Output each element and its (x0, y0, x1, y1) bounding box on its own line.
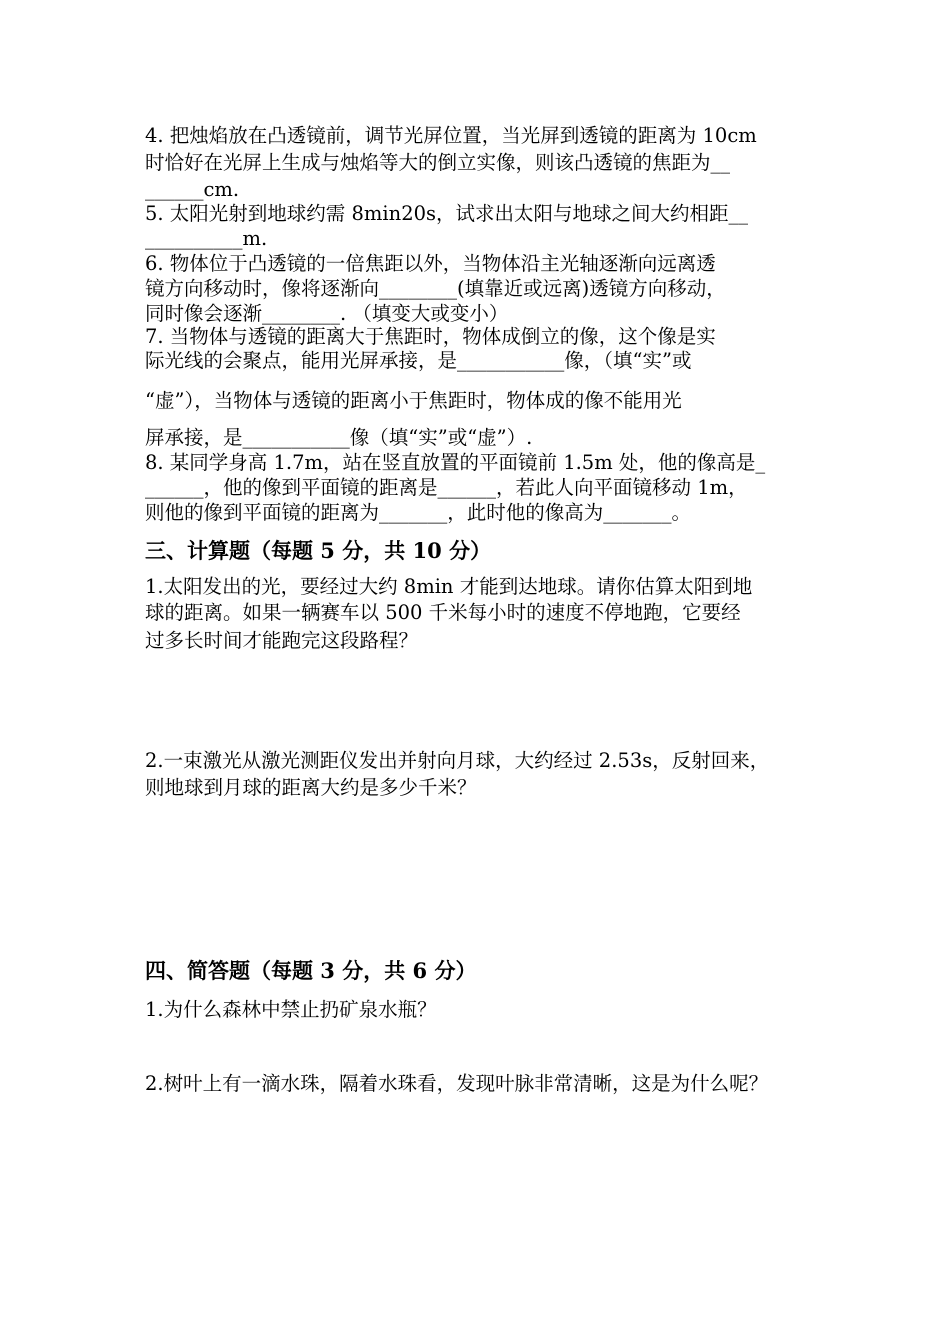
q7-line-3: “虚”），当物体与透镜的距离小于焦距时，物体成的像不能用光 (145, 389, 682, 412)
q5-line-1: 5. 太阳光射到地球约需 8min20s，试求出太阳与地球之间大约相距__ (145, 202, 749, 225)
q6-line-1: 6. 物体位于凸透镜的一倍焦距以外，当物体沿主光轴逐渐向远离透 (145, 252, 716, 275)
section3-heading: 三、计算题（每题 5 分，共 10 分） (145, 538, 492, 563)
q7-line-4: 屏承接，是___________像（填“实”或“虚”）. (145, 426, 533, 449)
q6-line-3: 同时像会逐渐________. （填变大或变小） (145, 302, 509, 325)
q4-line-3: ______cm. (145, 178, 240, 201)
s3-q1-line-2: 球的距离。如果一辆赛车以 500 千米每小时的速度不停地跑，它要经 (145, 601, 741, 624)
q6-line-2: 镜方向移动时，像将逐渐向________(填靠近或远离)透镜方向移动， (145, 277, 726, 300)
q7-line-1: 7. 当物体与透镜的距离大于焦距时，物体成倒立的像，这个像是实 (145, 325, 716, 348)
s4-q1: 1.为什么森林中禁止扔矿泉水瓶？ (145, 998, 437, 1021)
s3-q2-line-2: 则地球到月球的距离大约是多少千米？ (145, 776, 477, 799)
section4-heading: 四、简答题（每题 3 分，共 6 分） (145, 958, 477, 983)
q7-line-2: 际光线的会聚点，能用光屏承接，是___________像，（填“实”或 (145, 349, 692, 372)
q8-line-1: 8. 某同学身高 1.7m，站在竖直放置的平面镜前 1.5m 处，他的像高是_ (145, 451, 766, 474)
s3-q2-line-1: 2.一束激光从激光测距仪发出并射向月球，大约经过 2.53s，反射回来， (145, 749, 770, 772)
q4-line-2: 时恰好在光屏上生成与烛焰等大的倒立实像，则该凸透镜的焦距为__ (145, 151, 731, 174)
q8-line-2: ______，他的像到平面镜的距离是______，若此人向平面镜移动 1m， (145, 476, 748, 499)
s3-q1-line-3: 过多长时间才能跑完这段路程？ (145, 629, 419, 652)
s4-q2: 2.树叶上有一滴水珠，隔着水珠看，发现叶脉非常清晰，这是为什么呢？ (145, 1072, 769, 1095)
q5-line-2: __________m. (145, 227, 268, 250)
q4-line-1: 4. 把烛焰放在凸透镜前，调节光屏位置，当光屏到透镜的距离为 10cm (145, 124, 757, 147)
s3-q1-line-1: 1.太阳发出的光，要经过大约 8min 才能到达地球。请你估算太阳到地 (145, 575, 753, 598)
q8-line-3: 则他的像到平面镜的距离为_______，此时他的像高为_______。 (145, 501, 692, 524)
